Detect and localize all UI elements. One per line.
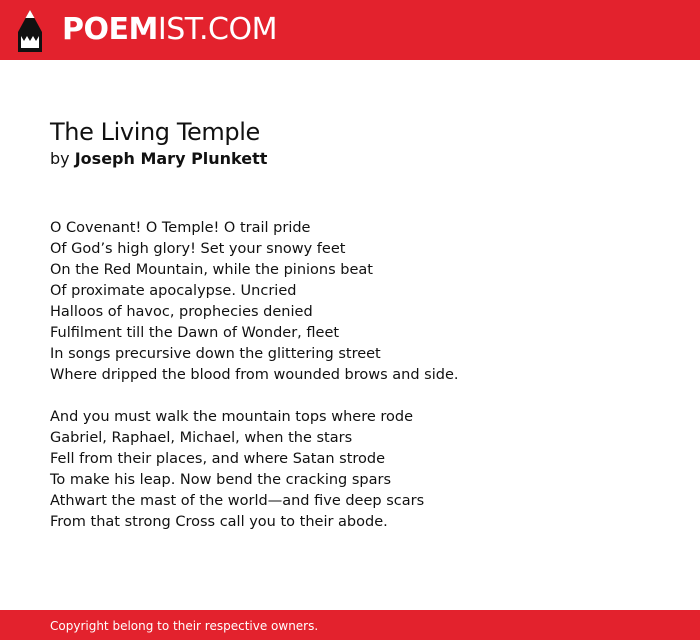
poem-title: The Living Temple (50, 118, 260, 146)
poem-body (50, 218, 650, 554)
poem-line: Fulfilment till the Dawn of Wonder, fleet (50, 325, 340, 341)
poem-line: In songs precursive down the glittering street (50, 346, 381, 362)
site-header (0, 0, 700, 60)
stanza (50, 407, 650, 533)
poem-line: Fell from their places, and where Satan strode (50, 451, 386, 467)
poem-line: Of God’s high glory! Set your snowy feet (50, 241, 346, 257)
byline (50, 148, 267, 170)
logo-light-text: IST.COM (157, 12, 277, 47)
poem-line: Of proximate apocalypse. Uncried (50, 283, 297, 299)
site-logo[interactable] (62, 12, 277, 48)
poem-line: Gabriel, Raphael, Michael, when the stars (50, 430, 353, 446)
site-footer (0, 610, 700, 640)
poem-line: Athwart the mast of the world—and five deep scars (50, 493, 425, 509)
copyright-notice: Copyright belong to their respective owners. (50, 619, 319, 633)
poem-line: And you must walk the mountain tops where rode (50, 409, 414, 425)
poem-line: Where dripped the blood from wounded brows and side. (50, 367, 459, 383)
poem-line: Halloos of havoc, prophecies denied (50, 304, 313, 320)
pencil-tip-icon[interactable] (18, 10, 42, 52)
poem-line: To make his leap. Now bend the cracking spars (50, 472, 392, 488)
poem-line: From that strong Cross call you to their abode. (50, 514, 388, 530)
stanza (50, 218, 650, 386)
byline-prefix: by (50, 149, 70, 168)
poem-line: O Covenant! O Temple! O trail pride (50, 220, 311, 236)
logo-bold-text: POEM (62, 12, 158, 47)
poem-line: On the Red Mountain, while the pinions beat (50, 262, 373, 278)
author-name[interactable]: Joseph Mary Plunkett (74, 149, 268, 168)
